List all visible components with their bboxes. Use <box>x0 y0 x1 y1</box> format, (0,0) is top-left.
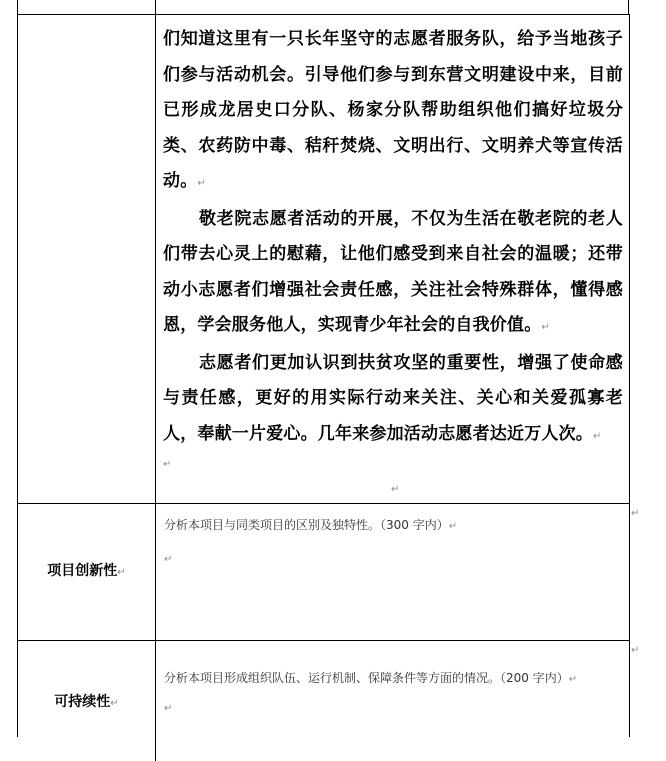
table-row-sustainability <box>18 641 629 761</box>
description-paragraph-2: 敬老院志愿者活动的开展，不仅为生活在敬老院的老人们带去心灵上的慰藉，让他们感受到来自社会的温暖；还带动小志愿者们增强社会责任感，关注社会特殊群体，懂得感恩，学会服务他人，实现青少年社会的自我价值。↵ <box>163 208 623 335</box>
cell-end-mark: ↵ <box>391 484 400 495</box>
label-cell-innovation <box>18 504 156 640</box>
table-top-stub-right <box>628 0 629 14</box>
sustainability-hint: 分析本项目形成组织队伍、运行机制、保障条件等方面的情况。（200 字内）↵ <box>164 671 578 685</box>
table-row-description <box>18 14 629 504</box>
label-cell-empty <box>18 14 156 503</box>
empty-paragraph-mark: ↵ <box>164 703 173 714</box>
sustainability-label: 可持续性↵ <box>54 694 119 710</box>
application-form-table <box>17 14 640 737</box>
sustainability-cell[interactable] <box>156 641 629 761</box>
row-end-mark-sustainability: ↵ <box>631 645 640 656</box>
table-row-innovation <box>18 504 629 641</box>
innovation-hint: 分析本项目与同类项目的区别及独特性。（300 字内）↵ <box>164 518 458 532</box>
empty-paragraph-mark: ↵ <box>164 554 173 565</box>
description-paragraph-3: 志愿者们更加认识到扶贫攻坚的重要性，增强了使命感与责任感，更好的用实际行动来关注、关心和关爱孤寡老人，奉献一片爱心。几年来参加活动志愿者达近万人次。↵ <box>163 352 623 444</box>
innovation-cell[interactable] <box>156 504 629 640</box>
table-top-stub-mid <box>155 0 156 14</box>
row-end-mark-innovation: ↵ <box>631 508 640 519</box>
empty-paragraph-mark: ↵ <box>163 459 172 470</box>
description-cell[interactable] <box>156 14 629 503</box>
table-top-stub-left <box>17 0 18 14</box>
innovation-label: 项目创新性↵ <box>47 563 126 579</box>
description-paragraph-1: 们知道这里有一只长年坚守的志愿者服务队，给予当地孩子们参与活动机会。引导他们参与到东营文明建设中来，目前已形成龙居史口分队、杨家分队帮助组织他们搞好垃圾分类、农药防中毒、秸秆焚烧、文明出行、文明养犬等宣传活动。↵ <box>163 29 623 191</box>
label-cell-sustainability <box>18 641 156 761</box>
